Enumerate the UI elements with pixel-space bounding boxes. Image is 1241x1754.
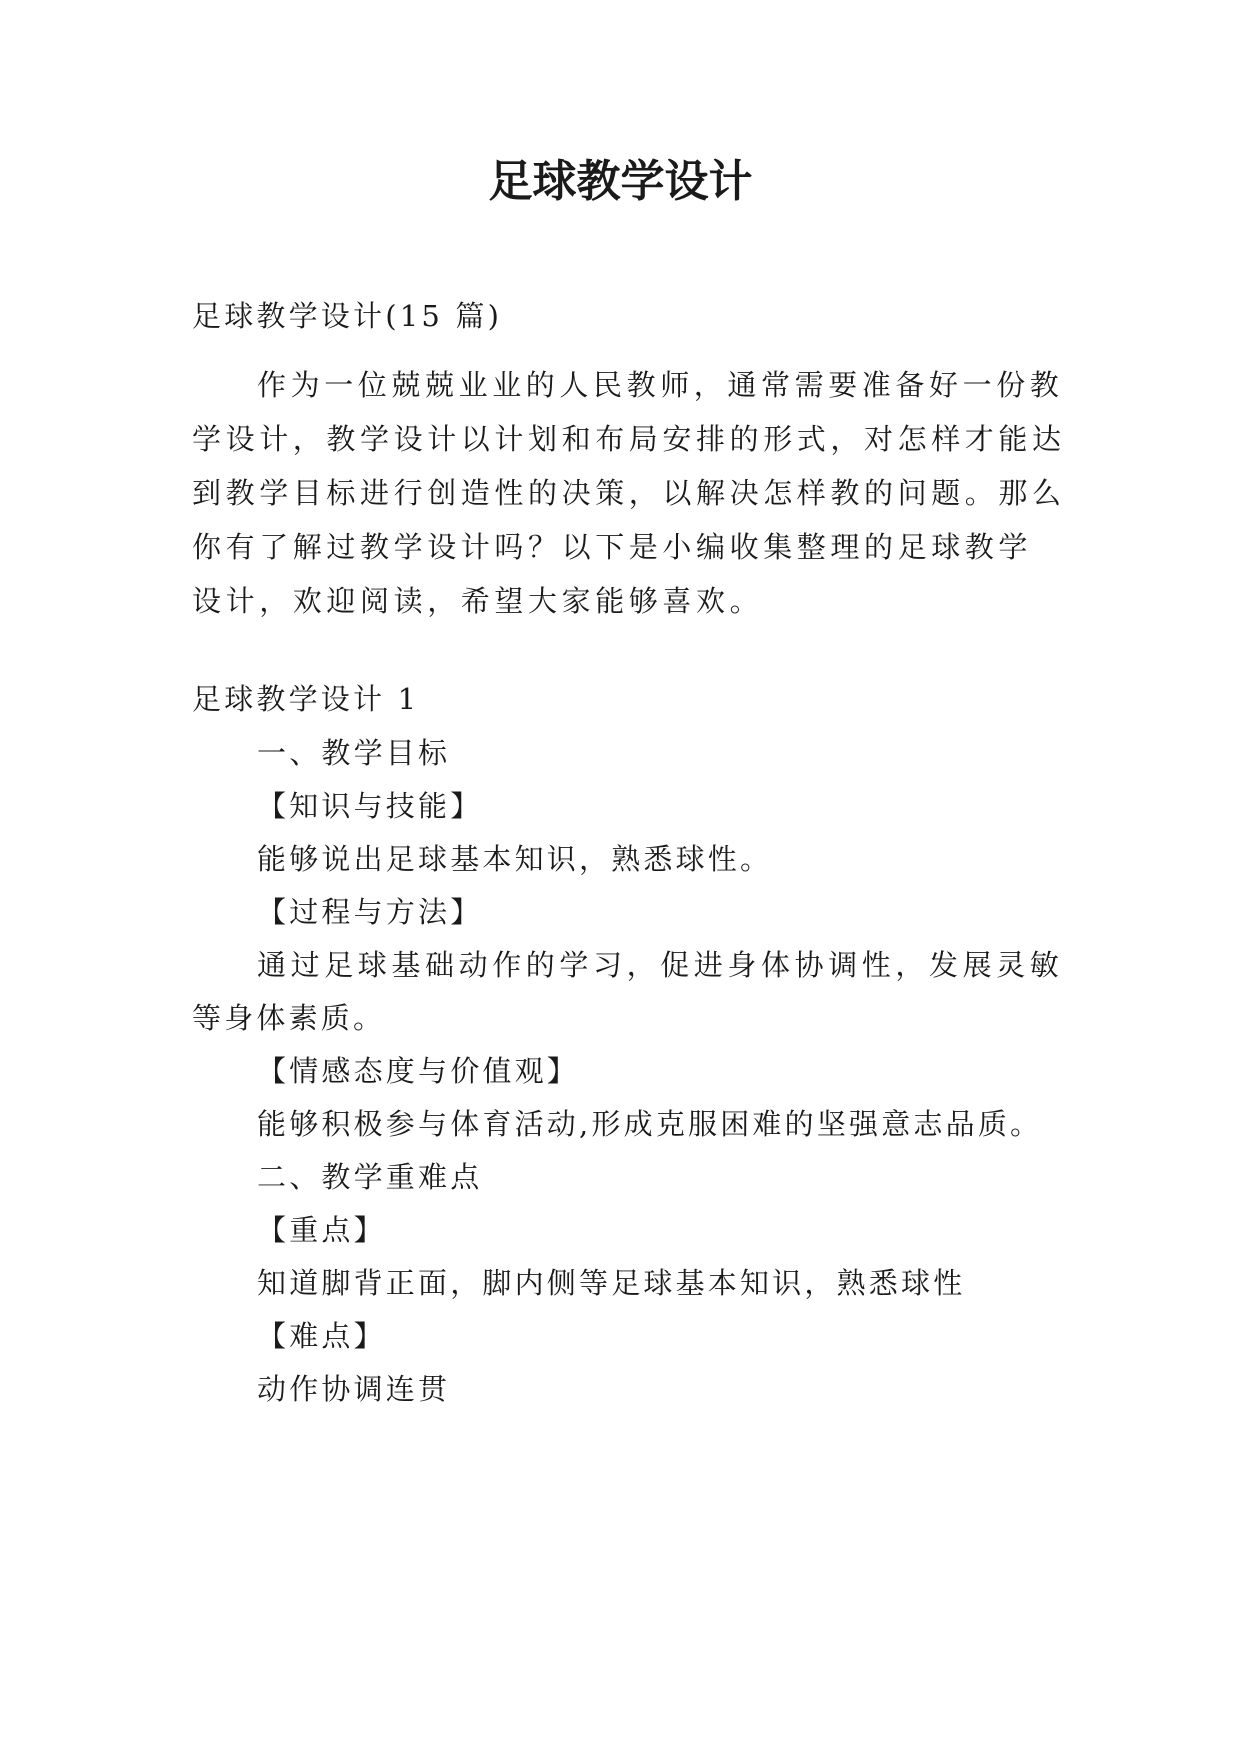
section-line-focus: 【重点】 [257, 1213, 386, 1247]
section-line-difficulty: 【难点】 [257, 1319, 386, 1353]
intro-line-3: 到教学目标进行创造性的决策，以解决怎样教的问题。那么 [192, 476, 1066, 510]
section-line-process: 【过程与方法】 [257, 895, 483, 929]
section-line-process-text-2: 等身体素质。 [192, 1001, 386, 1035]
section-line-objectives: 一、教学目标 [257, 736, 451, 770]
section-line-knowledge-text: 能够说出足球基本知识，熟悉球性。 [257, 842, 773, 876]
document-title: 足球教学设计 [488, 156, 753, 207]
section-line-process-text-1: 通过足球基础动作的学习，促进身体协调性，发展灵敏 [257, 948, 1064, 982]
section-line-difficulty-text: 动作协调连贯 [257, 1372, 451, 1406]
section-heading: 足球教学设计 1 [192, 682, 420, 716]
section-line-knowledge: 【知识与技能】 [257, 789, 483, 823]
intro-line-4: 你有了解过教学设计吗？以下是小编收集整理的足球教学 [192, 530, 1033, 564]
section-line-attitude-text: 能够积极参与体育活动,形成克服困难的坚强意志品质。 [257, 1107, 1043, 1141]
section-line-attitude: 【情感态度与价值观】 [257, 1054, 580, 1088]
intro-line-1: 作为一位兢兢业业的人民教师，通常需要准备好一份教 [257, 368, 1064, 402]
intro-line-5: 设计，欢迎阅读，希望大家能够喜欢。 [192, 584, 764, 618]
intro-line-2: 学设计，教学设计以计划和布局安排的形式，对怎样才能达 [192, 422, 1066, 456]
document-subtitle: 足球教学设计(15 篇) [192, 299, 503, 333]
section-line-key-points: 二、教学重难点 [257, 1160, 483, 1194]
section-line-focus-text: 知道脚背正面，脚内侧等足球基本知识，熟悉球性 [257, 1266, 966, 1300]
